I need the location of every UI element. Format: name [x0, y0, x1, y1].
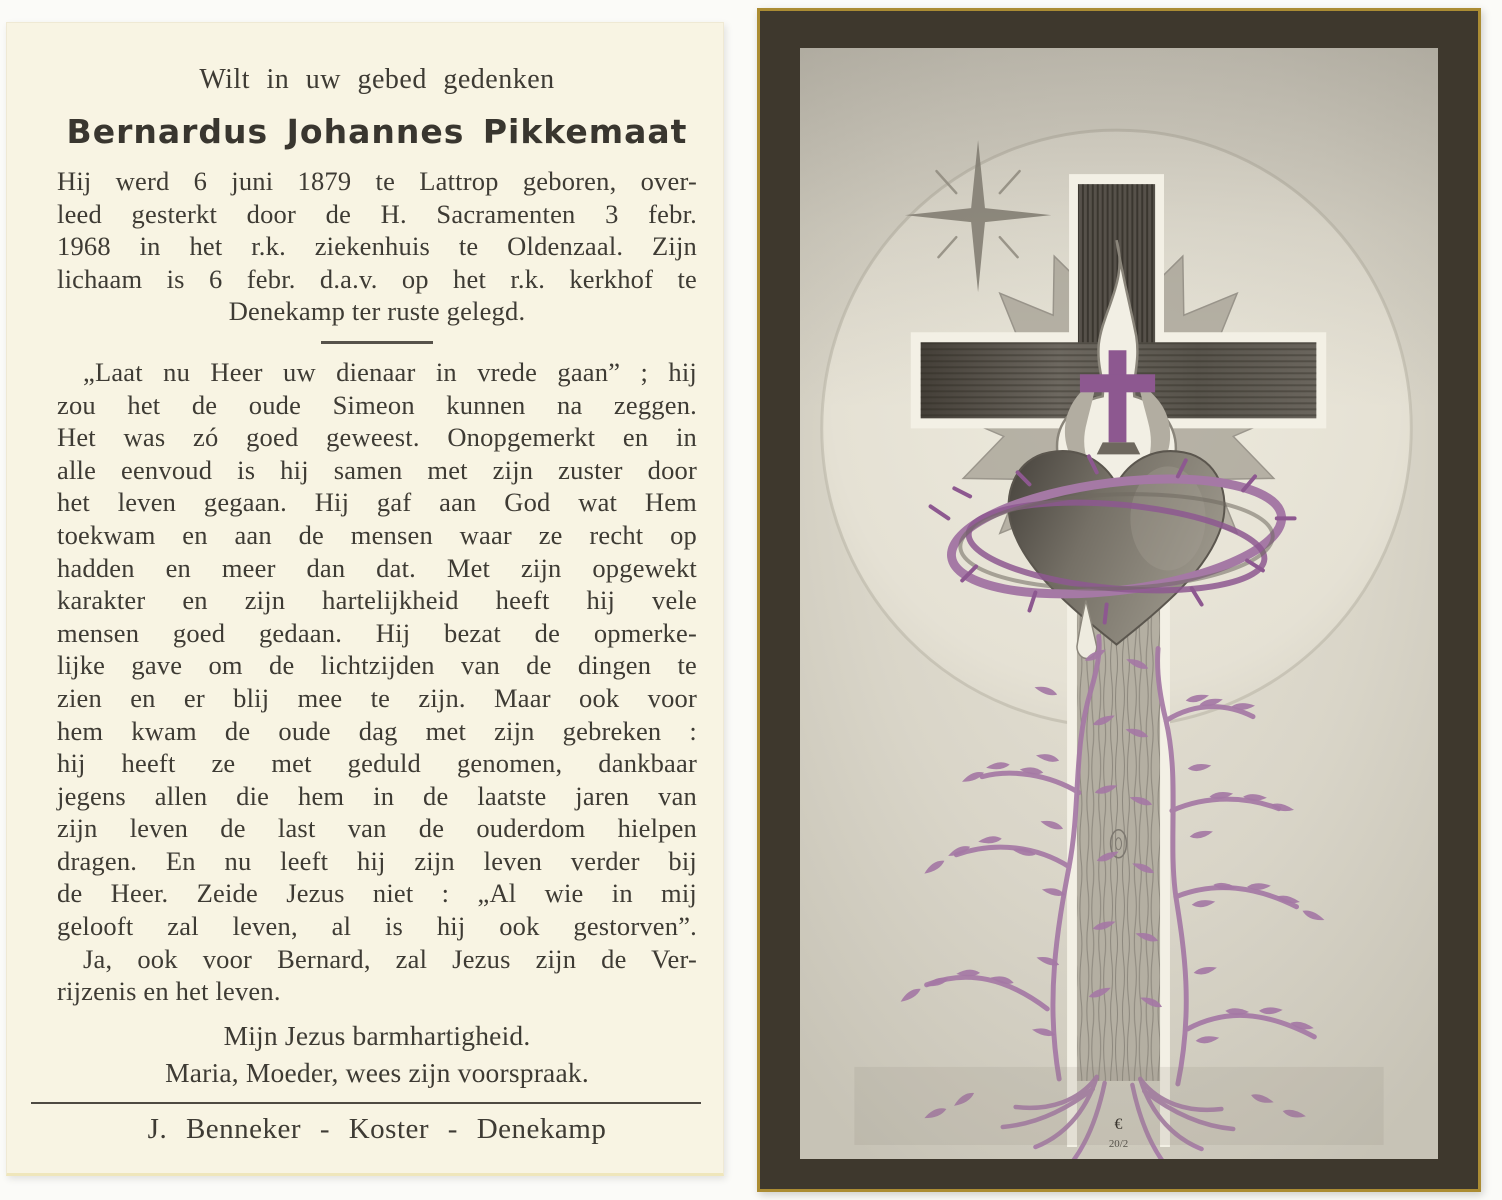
printer-colophon: J. Benneker - Koster - Denekamp: [147, 1112, 607, 1145]
text-line: hij heeft ze met geduld genomen, dankbaar: [57, 748, 697, 779]
text-line: gelooft zal leven, al is hij ook gestorven”.: [57, 911, 697, 942]
card-text-content: [57, 23, 697, 1147]
text-line: jegens allen die hem in de laatste jaren van: [57, 780, 697, 811]
text-line: de Heer. Zeide Jezus niet : „Al wie in mij: [57, 878, 697, 909]
text-line: rijzenis en het leven.: [57, 976, 281, 1007]
divider-short: [321, 341, 433, 344]
memorial-card-text-page: [6, 22, 724, 1176]
prayer-lines: [57, 1017, 697, 1091]
text-line: Maria, Moeder, wees zijn voorspraak.: [165, 1056, 589, 1088]
text-line: zou het de oude Simeon kunnen na zeggen.: [57, 389, 697, 420]
text-line: „Laat nu Heer uw dienaar in vrede gaan” ; hij: [83, 356, 697, 387]
text-line: mensen goed gedaan. Hij bezat de opmerke-: [57, 617, 697, 648]
artist-monogram: €: [1114, 1115, 1123, 1133]
text-line: Mijn Jezus barmhartigheid.: [223, 1019, 531, 1051]
text-line: alle eenvoud is hij samen met zijn zuster door: [57, 454, 697, 485]
divider-footer: [31, 1102, 701, 1104]
text-line: Denekamp ter ruste gelegd.: [228, 296, 526, 327]
text-line: Het was zó goed geweest. Onopgemerkt en in: [57, 422, 697, 453]
text-line: lichaam is 6 febr. d.a.v. op het r.k. kerkhof te: [57, 263, 697, 294]
text-line: hadden en meer dan dat. Met zijn opgewekt: [57, 552, 697, 583]
text-line: lijke gave om de lichtzijden van de dingen te: [57, 650, 697, 681]
text-line: Ja, ook voor Bernard, zal Jezus zijn de Ver-: [83, 943, 697, 974]
holy-card-illustration: [800, 48, 1438, 1159]
text-line: Hij werd 6 juni 1879 te Lattrop geboren, over-: [57, 166, 697, 196]
text-line: dragen. En nu leeft hij zijn leven verder bij: [57, 845, 697, 876]
ground-shading: [854, 1067, 1383, 1145]
text-line: 1968 in het r.k. ziekenhuis te Oldenzaal. Zijn: [57, 231, 697, 262]
text-line: hem kwam de oude dag met zijn gebreken :: [57, 715, 697, 746]
card-invocation: Wilt in uw gebed gedenken: [199, 64, 555, 95]
text-line: zien en er blij mee te zijn. Maar ook voor: [57, 682, 697, 713]
deceased-name: Bernardus Johannes Pikkemaat: [66, 112, 688, 151]
text-line: leed gesterkt door de H. Sacramenten 3 febr.: [57, 198, 697, 229]
text-line: het leven gegaan. Hij gaf aan God wat Hem: [57, 487, 697, 518]
text-line: karakter en zijn hartelijkheid heeft hij vele: [57, 585, 697, 616]
text-line: toekwam en aan de mensen waar ze recht op: [57, 519, 697, 550]
memorial-card-image-page: [757, 8, 1481, 1192]
eulogy-paragraph: [57, 356, 697, 1008]
illustration-svg: [800, 48, 1438, 1159]
plate-number: 20/2: [1108, 1137, 1129, 1151]
biography-paragraph: [57, 165, 697, 328]
text-line: zijn leven de last van de ouderdom hielpen: [57, 813, 697, 844]
